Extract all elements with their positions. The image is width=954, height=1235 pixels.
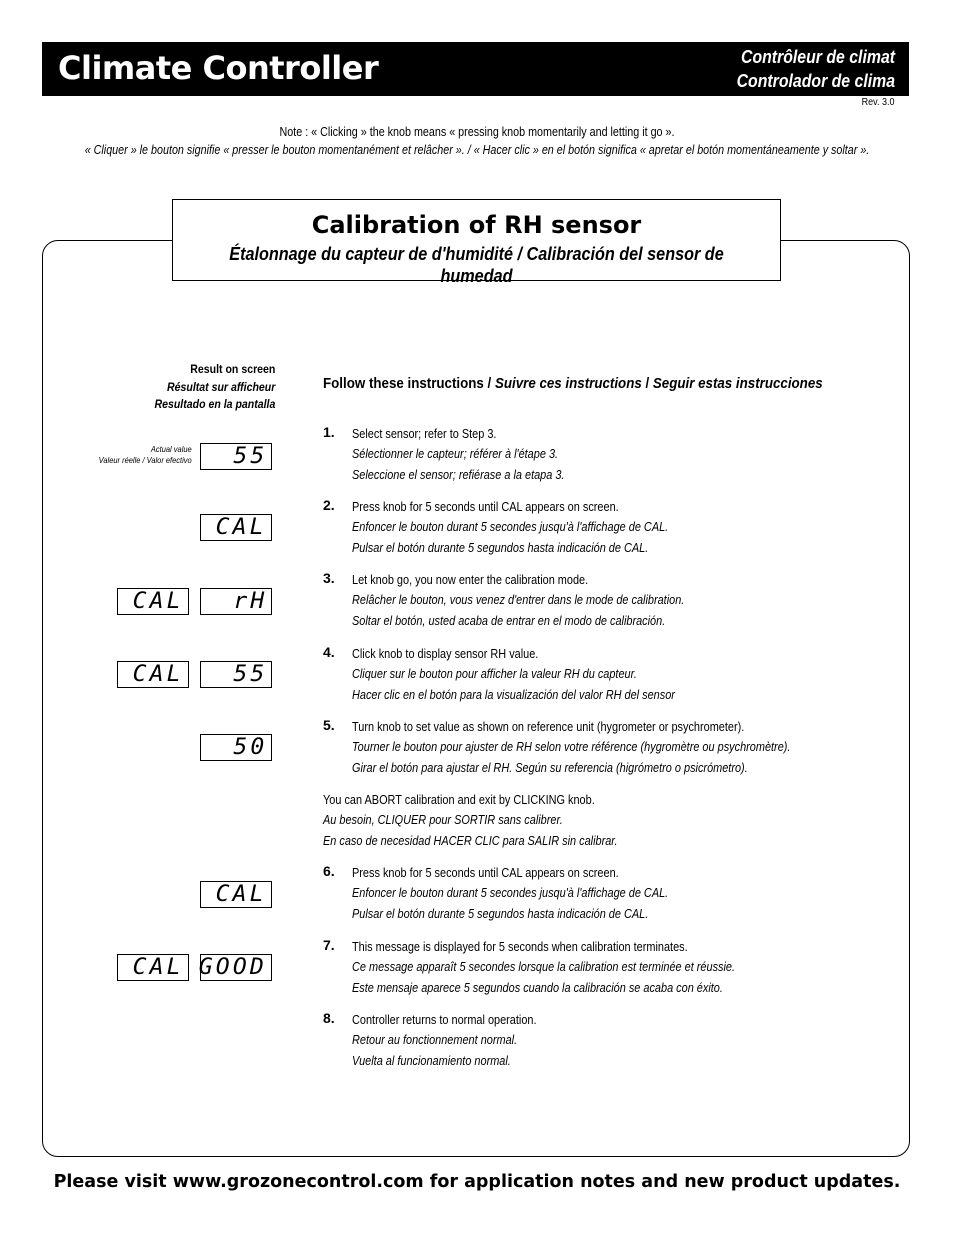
follow-fr: Suivre ces instructions — [494, 376, 642, 392]
follow-instructions — [323, 376, 823, 392]
note-fr-es: « Cliquer » le bouton signifie « presser le bouton momentanément et relâcher ». / « Hacer clic » en el botón significa « apretar el botón momentáneamente y soltar ». — [84, 143, 870, 157]
step-en: Turn knob to set value as shown on reference unit (hygrometer or psychrometer). — [352, 719, 745, 734]
lcd-text: CAL — [132, 955, 184, 980]
step-es: Girar el botón para ajustar el RH. Según su referencia (higrómetro o psicrómetro). — [352, 759, 748, 775]
step-text — [352, 424, 564, 485]
abort-fr: Au besoin, CLIQUER pour SORTIR sans calibrer. — [323, 812, 563, 828]
step-text — [352, 717, 790, 778]
lcd-display-step6 — [200, 881, 272, 908]
page-title: Climate Controller — [58, 49, 379, 87]
lcd-display-step7-left — [117, 954, 189, 981]
footer-note: Please visit www.grozonecontrol.com for application notes and new product updates. — [53, 1172, 901, 1192]
step-es: Soltar el botón, usted acaba de entrar en el modo de calibración. — [352, 612, 666, 628]
step-number: 7. — [323, 937, 335, 953]
lcd-text: 55 — [232, 662, 267, 687]
step-es: Vuelta al funcionamiento normal. — [352, 1052, 511, 1068]
note-en: Note : « Clicking » the knob means « pressing knob momentarily and letting it go ». — [279, 125, 675, 139]
lcd-text: CAL — [132, 589, 184, 614]
lcd-display-step4-right — [200, 661, 272, 688]
step-es: Pulsar el botón durante 5 segundos hasta indicación de CAL. — [352, 905, 649, 921]
actual-value-label — [99, 444, 192, 466]
result-header-es: Resultado en la pantalla — [154, 397, 275, 411]
step-en: This message is displayed for 5 seconds when calibration terminates. — [352, 939, 688, 954]
step-fr: Ce message apparaît 5 secondes lorsque la calibration est terminée et réussie. — [352, 959, 736, 975]
step-number: 4. — [323, 644, 335, 660]
step-fr: Relâcher le bouton, vous venez d'entrer dans le mode de calibration. — [352, 592, 685, 608]
step-number: 2. — [323, 497, 335, 513]
subtitle-es: Controlador de clima — [736, 71, 895, 91]
abort-es: En caso de necesidad HACER CLIC para SALIR sin calibrar. — [323, 832, 618, 848]
lcd-display-step7-right — [200, 954, 272, 981]
step-en: Click knob to display sensor RH value. — [352, 646, 539, 661]
subtitle-fr: Contrôleur de climat — [740, 47, 895, 67]
step-number: 5. — [323, 717, 335, 733]
step-es: Pulsar el botón durante 5 segundos hasta indicación de CAL. — [352, 539, 649, 555]
step-es: Hacer clic en el botón para la visualización del valor RH del sensor — [352, 686, 675, 702]
lcd-display-step3-right — [200, 588, 272, 615]
lcd-display-step3-left — [117, 588, 189, 615]
step-fr: Retour au fonctionnement normal. — [352, 1032, 518, 1048]
result-header — [154, 361, 275, 414]
section-title: Calibration of RH sensor — [311, 211, 642, 239]
step-text — [352, 644, 675, 705]
lcd-text: CAL — [215, 515, 267, 540]
header-subtitles — [737, 45, 895, 93]
step-text — [352, 497, 668, 558]
actual-label-fr-es: Valeur réelle / Valor efectivo — [98, 455, 192, 465]
actual-label-en: Actual value — [151, 444, 192, 454]
step-number: 8. — [323, 1010, 335, 1026]
step-text — [352, 937, 735, 998]
lcd-display-step2 — [200, 514, 272, 541]
abort-en: You can ABORT calibration and exit by CLICKING knob. — [323, 792, 595, 807]
step-fr: Sélectionner le capteur; référer à l'étape 3. — [352, 446, 559, 462]
step-fr: Tourner le bouton pour ajuster de RH selon votre référence (hygromètre ou psychromètre). — [352, 739, 791, 755]
step-en: Controller returns to normal operation. — [352, 1012, 537, 1027]
result-header-fr: Résultat sur afficheur — [166, 379, 275, 394]
step-en: Press knob for 5 seconds until CAL appears on screen. — [352, 499, 619, 514]
follow-separator: / — [641, 376, 653, 392]
section-title-box — [172, 199, 781, 286]
section-subtitle: Étalonnage du capteur de d'humidité / Calibración del sensor de humedad — [229, 244, 724, 286]
lcd-display-step1 — [200, 443, 272, 470]
step-fr: Cliquer sur le bouton pour afficher la valeur RH du capteur. — [352, 666, 637, 682]
step-fr: Enfoncer le bouton durant 5 secondes jusqu'à l'affichage de CAL. — [352, 885, 669, 901]
lcd-text: CAL — [215, 882, 267, 907]
lcd-text: rH — [232, 589, 267, 614]
step-number: 6. — [323, 863, 335, 879]
lcd-text: CAL — [132, 662, 184, 687]
revision-label: Rev. 3.0 — [861, 97, 894, 108]
result-header-en: Result on screen — [189, 362, 275, 376]
lcd-text: GOOD — [198, 955, 267, 980]
header-bar — [42, 42, 909, 96]
step-text — [352, 1010, 537, 1071]
lcd-text: 50 — [232, 735, 267, 760]
follow-en: Follow these instructions / — [323, 376, 495, 392]
lcd-display-step5 — [200, 734, 272, 761]
step-text — [352, 863, 668, 924]
step-en: Select sensor; refer to Step 3. — [352, 426, 497, 441]
step-fr: Enfoncer le bouton durant 5 secondes jusqu'à l'affichage de CAL. — [352, 519, 669, 535]
step-en: Let knob go, you now enter the calibration mode. — [352, 572, 589, 587]
step-es: Seleccione el sensor; refiérase a la etapa 3. — [352, 466, 565, 482]
lcd-display-step4-left — [117, 661, 189, 688]
step-number: 3. — [323, 570, 335, 586]
step-text — [352, 570, 684, 631]
abort-note — [323, 790, 618, 851]
step-number: 1. — [323, 424, 335, 440]
step-es: Este mensaje aparece 5 segundos cuando la calibración se acaba con éxito. — [352, 979, 723, 995]
follow-es: Seguir estas instrucciones — [652, 376, 823, 392]
lcd-text: 55 — [232, 444, 267, 469]
step-en: Press knob for 5 seconds until CAL appears on screen. — [352, 865, 619, 880]
